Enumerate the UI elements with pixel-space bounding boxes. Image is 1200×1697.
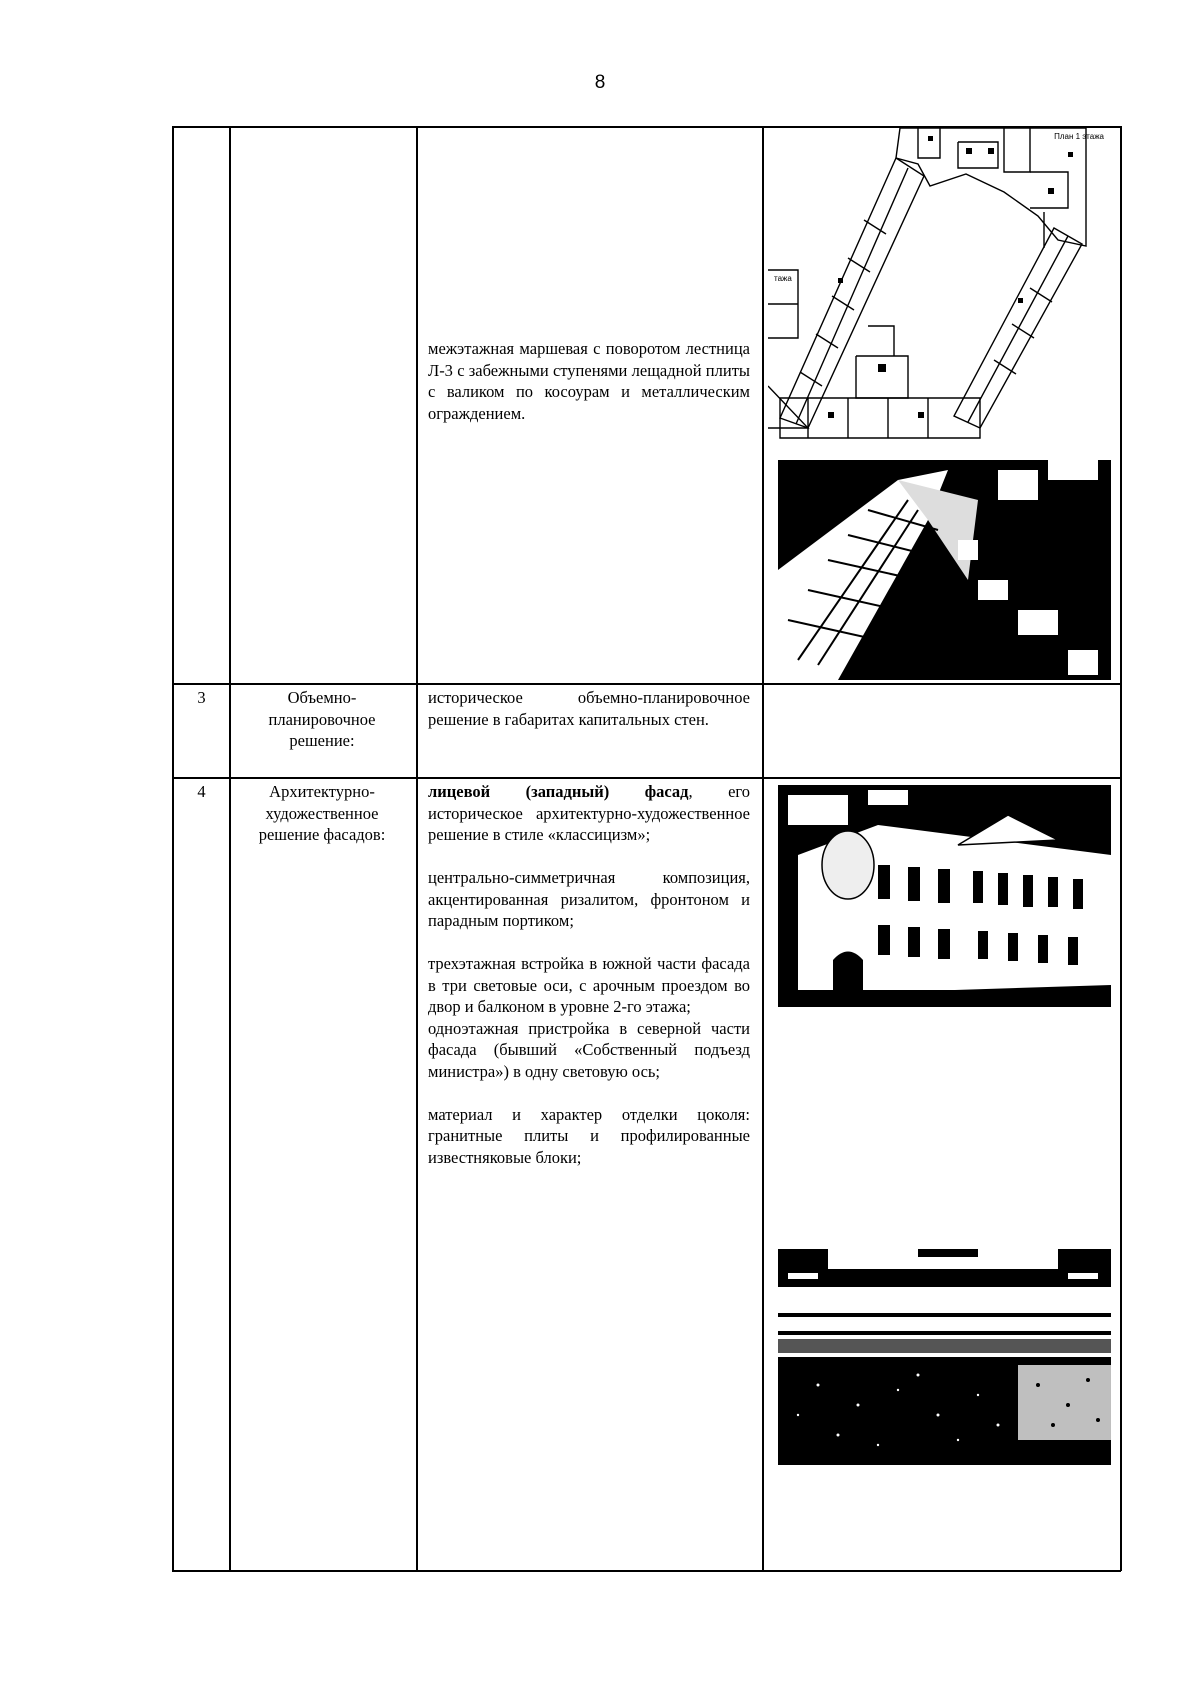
table-bottom-border: [172, 1570, 1121, 1572]
facade-paragraph-4: одноэтажная пристройка в северной части фасада (бывший «Собственный подъезд министра») в одну световую ось;: [428, 1018, 750, 1081]
facade-heading: лицевой (западный) фасад: [428, 782, 689, 801]
page-number: 8: [594, 72, 606, 93]
col-border-1: [172, 126, 174, 1571]
row3-number: 3: [197, 688, 206, 707]
floor-plan-drawing: [768, 128, 1116, 455]
facade-paragraph-5: материал и характер отделки цоколя: гранитные плиты и профилированные известняковые блоки;: [428, 1104, 750, 1167]
floor-plan-image: [768, 128, 1116, 455]
row-divider-4: [172, 777, 1121, 779]
row4-number: 4: [197, 782, 206, 801]
row2-description: межэтажная маршевая с поворотом лестница Л-3 с забежными ступенями лещадной плиты с валиком по косоурам и металлическим ограждением.: [428, 339, 750, 423]
facade-paragraph-2: центрально-симметричная композиция, акцентированная ризалитом, фронтоном и парадным портиком;: [428, 868, 750, 930]
facade-paragraph-1: [428, 781, 750, 846]
col-border-3: [416, 126, 418, 1571]
row4-name: Архитектурно-художественное решение фасадов:: [258, 782, 386, 844]
floor-plan-side-label: тажа: [774, 274, 792, 283]
row3-description: историческое объемно-планировочное решение в габаритах капитальных стен.: [428, 688, 750, 729]
row3-name: Объемно-планировочное решение:: [268, 688, 376, 750]
row4-description: [428, 781, 750, 1168]
col-border-5: [1120, 126, 1122, 1571]
staircase-photo: [778, 460, 1111, 680]
col-border-2: [229, 126, 231, 1571]
row-divider-3: [172, 683, 1121, 685]
facade-paragraph-3: трехэтажная встройка в южной части фасада в три световые оси, с арочным проездом во двор и балконом в уровне 2-го этажа;: [428, 954, 750, 1016]
col-border-4: [762, 126, 764, 1571]
floor-plan-title: План 1 этажа: [1054, 132, 1104, 141]
plinth-granite-photo: [778, 1295, 1111, 1465]
facade-photo: [778, 785, 1111, 1007]
facade-paragraph-1-text: , его историческое архитектурно-художественное решение в стиле «классицизм»;: [428, 782, 751, 844]
plinth-detail-photo: [778, 1249, 1111, 1287]
